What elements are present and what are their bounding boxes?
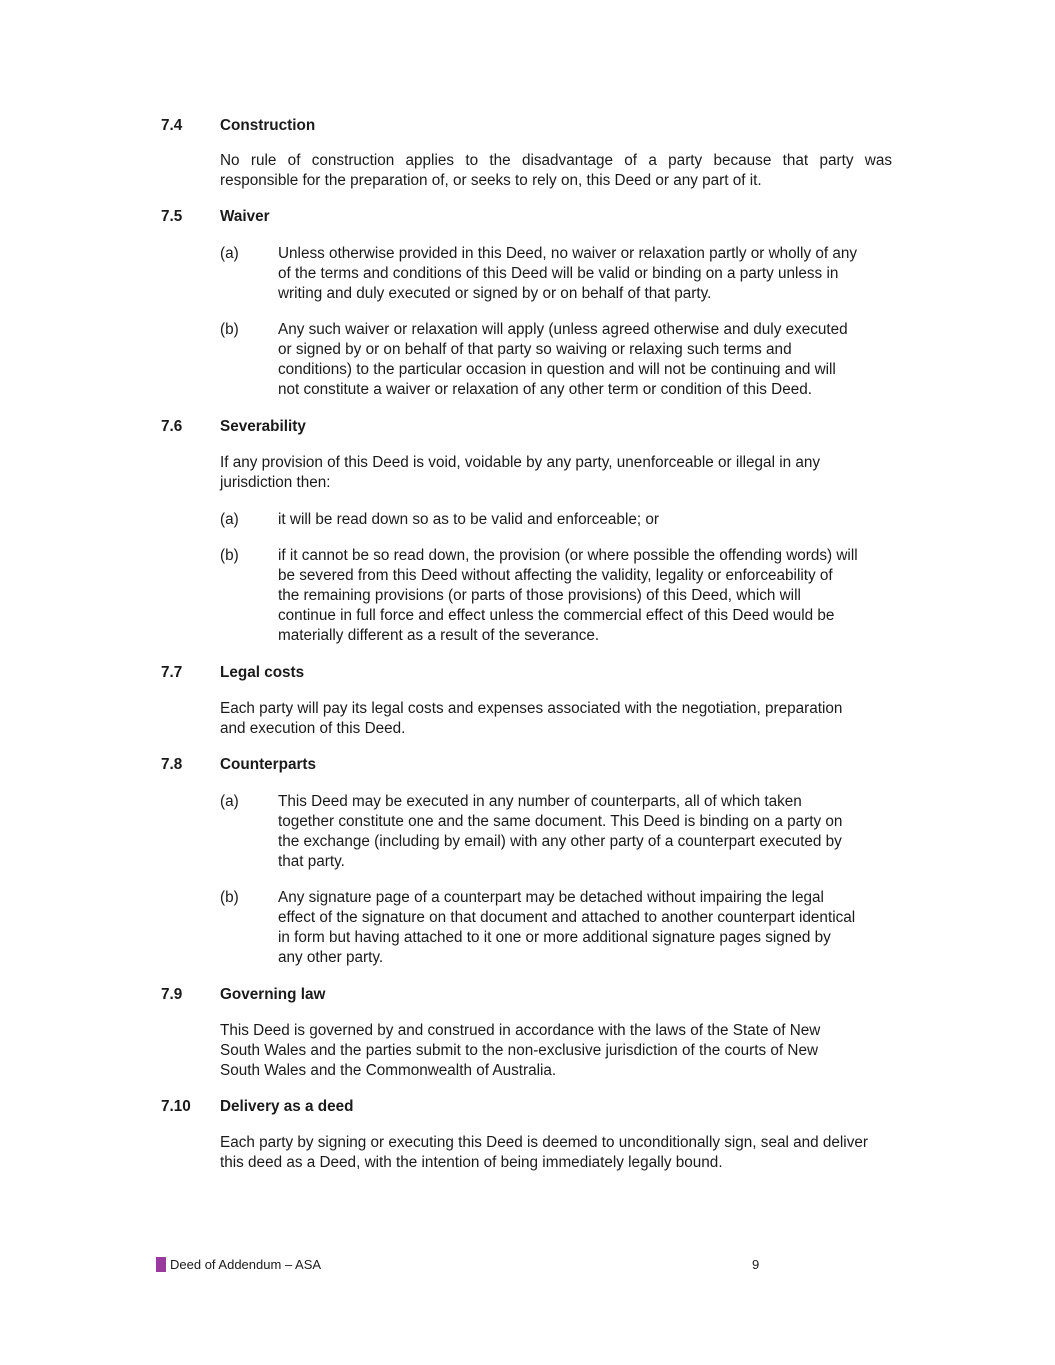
paragraph-line: Each party will pay its legal costs and expenses associated with the negotiation, preparation <box>220 700 843 717</box>
item-body <box>278 320 893 400</box>
item-line: conditions) to the particular occasion in question and will not be continuing and will <box>278 361 836 378</box>
paragraph-line: jurisdiction then: <box>220 474 331 491</box>
item-label: (b) <box>220 889 239 906</box>
section-title: Legal costs <box>220 664 305 681</box>
section-paragraph-7-4 <box>220 151 892 191</box>
item-label: (a) <box>220 511 239 528</box>
paragraph-line: Each party by signing or executing this Deed is deemed to unconditionally sign, seal and deliver <box>220 1134 868 1151</box>
section-paragraph-7-10 <box>220 1133 892 1173</box>
paragraph-line: No rule of construction applies to the disadvantage of a party because that party was <box>220 152 892 169</box>
item-label: (a) <box>220 793 239 810</box>
paragraph-line: this deed as a Deed, with the intention of being immediately legally bound. <box>220 1154 723 1171</box>
item-body <box>278 510 893 530</box>
item-line: continue in full force and effect unless the commercial effect of this Deed would be <box>278 607 835 624</box>
item-line: Unless otherwise provided in this Deed, no waiver or relaxation partly or wholly of any <box>278 245 858 262</box>
section-number: 7.5 <box>161 208 183 225</box>
item-line: Any signature page of a counterpart may be detached without impairing the legal <box>278 889 824 906</box>
item-line: it will be read down so as to be valid and enforceable; or <box>278 511 659 528</box>
section-paragraph-7-6 <box>220 453 892 493</box>
item-line: not constitute a waiver or relaxation of any other term or condition of this Deed. <box>278 381 812 398</box>
item-line: together constitute one and the same document. This Deed is binding on a party on <box>278 813 843 830</box>
paragraph-line: This Deed is governed by and construed in accordance with the laws of the State of New <box>220 1022 821 1039</box>
paragraph-line: If any provision of this Deed is void, voidable by any party, unenforceable or illegal in any <box>220 454 821 471</box>
section-number: 7.8 <box>161 756 183 773</box>
item-line: any other party. <box>278 949 384 966</box>
page-number: 9 <box>752 1257 760 1272</box>
item-line: in form but having attached to it one or more additional signature pages signed by <box>278 929 831 946</box>
section-title: Governing law <box>220 986 326 1003</box>
item-line: the remaining provisions (or parts of those provisions) of this Deed, which will <box>278 587 801 604</box>
item-line: the exchange (including by email) with any other party of a counterpart executed by <box>278 833 842 850</box>
item-body <box>278 244 893 304</box>
section-title: Construction <box>220 117 316 134</box>
item-body <box>278 546 893 646</box>
section-paragraph-7-9 <box>220 1021 892 1081</box>
footer-marker-icon <box>156 1257 166 1272</box>
paragraph-line: South Wales and the parties submit to the non-exclusive jurisdiction of the courts of New <box>220 1042 819 1059</box>
item-line: or signed by or on behalf of that party so waiving or relaxing such terms and <box>278 341 792 358</box>
section-number: 7.6 <box>161 418 183 435</box>
item-line: be severed from this Deed without affecting the validity, legality or enforceability of <box>278 567 833 584</box>
page-footer <box>156 1257 776 1273</box>
section-title: Severability <box>220 418 306 435</box>
item-line: that party. <box>278 853 345 870</box>
item-label: (a) <box>220 245 239 262</box>
paragraph-line: South Wales and the Commonwealth of Australia. <box>220 1062 557 1079</box>
item-body <box>278 888 893 968</box>
item-line: materially different as a result of the severance. <box>278 627 600 644</box>
section-title: Delivery as a deed <box>220 1098 354 1115</box>
section-number: 7.7 <box>161 664 183 681</box>
item-label: (b) <box>220 547 239 564</box>
item-line: effect of the signature on that document and attached to another counterpart identical <box>278 909 856 926</box>
paragraph-line: responsible for the preparation of, or seeks to rely on, this Deed or any part of it. <box>220 172 762 189</box>
section-title: Waiver <box>220 208 270 225</box>
item-line: writing and duly executed or signed by or on behalf of that party. <box>278 285 712 302</box>
section-number: 7.9 <box>161 986 183 1003</box>
item-line: Any such waiver or relaxation will apply (unless agreed otherwise and duly executed <box>278 321 848 338</box>
section-title: Counterparts <box>220 756 317 773</box>
footer-document-title: Deed of Addendum – ASA <box>170 1257 322 1272</box>
item-body <box>278 792 893 872</box>
item-label: (b) <box>220 321 239 338</box>
section-number: 7.4 <box>161 117 183 134</box>
paragraph-line: and execution of this Deed. <box>220 720 406 737</box>
item-line: This Deed may be executed in any number of counterparts, all of which taken <box>278 793 802 810</box>
item-line: if it cannot be so read down, the provision (or where possible the offending words) will <box>278 547 858 564</box>
item-line: of the terms and conditions of this Deed will be valid or binding on a party unless in <box>278 265 839 282</box>
section-paragraph-7-7 <box>220 699 892 739</box>
section-number: 7.10 <box>161 1098 191 1115</box>
